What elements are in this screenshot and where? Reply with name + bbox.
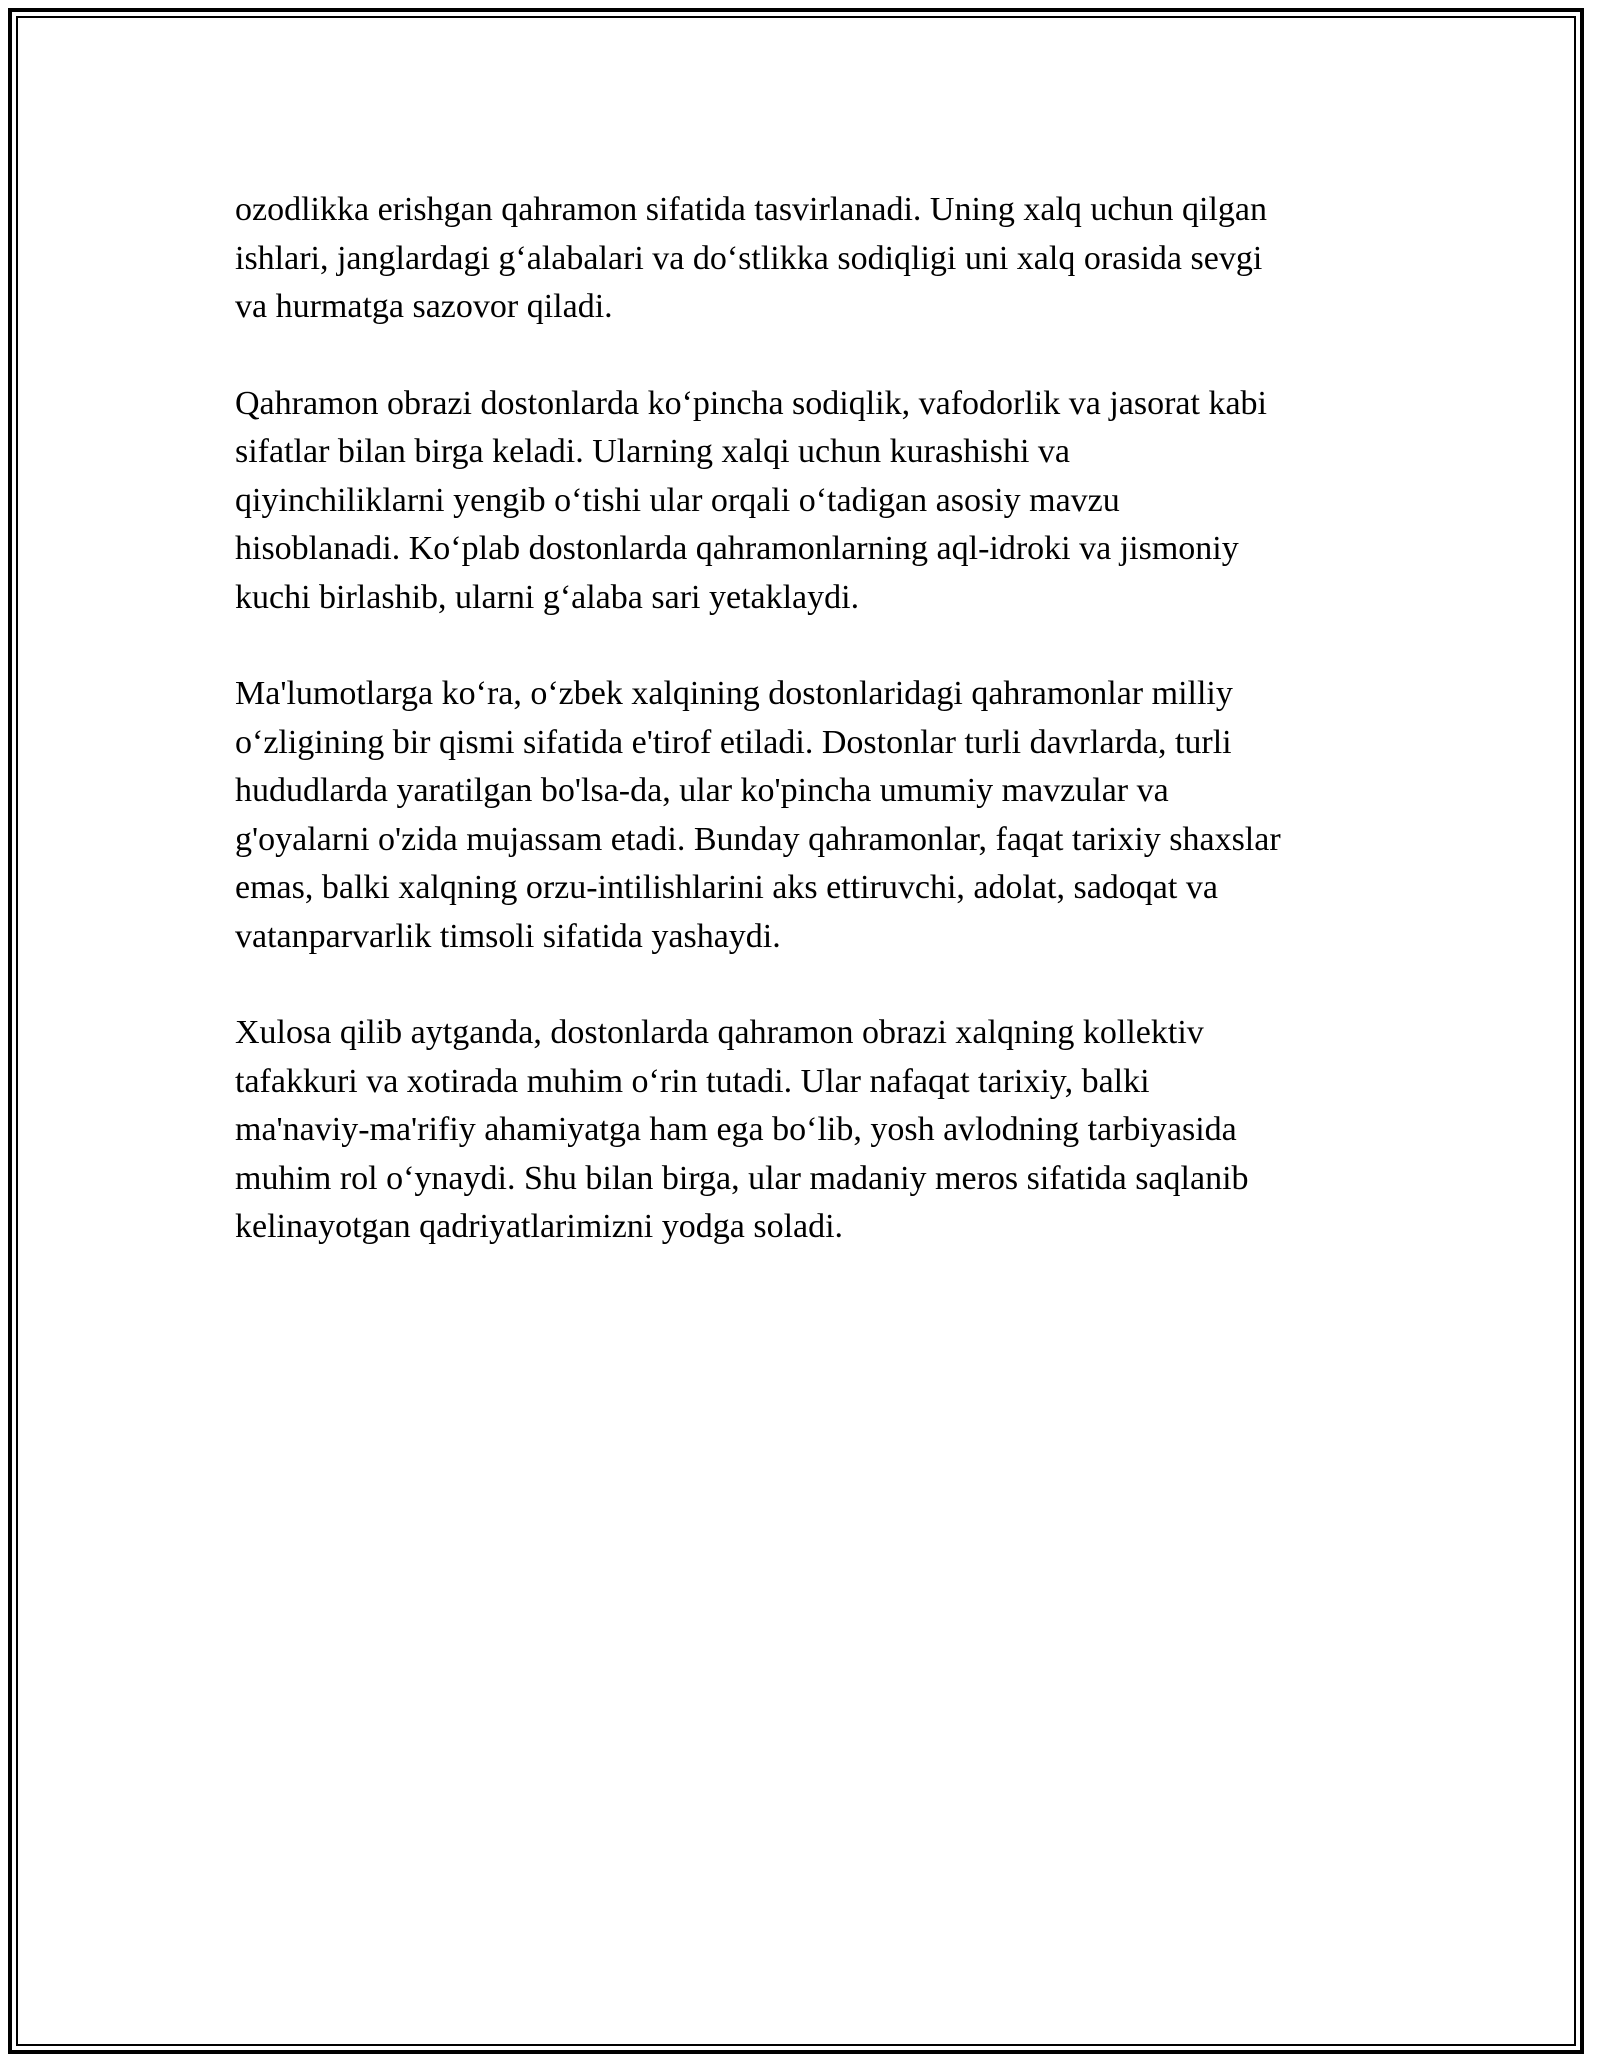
paragraph-2: Qahramon obrazi dostonlarda ko‘pincha sodiqlik, vafodorlik va jasorat kabi sifatlar bilan birga keladi. Ularning xalqi uchun kurashishi va qiyinchiliklarni yengib o‘tishi ular orqali o‘tadigan asosiy mavzu hisoblanadi. Ko‘plab dostonlarda qahramonlarning aql-idroki va jismoniy kuchi birlashib, ularni g‘alaba sari yetaklaydi.: [235, 384, 1267, 616]
paragraph-4: Xulosa qilib aytganda, dostonlarda qahramon obrazi xalqning kollektiv tafakkuri va xotirada muhim o‘rin tutadi. Ular nafaqat tarixiy, balki ma'naviy-ma'rifiy ahamiyatga ham ega bo‘lib, yosh avlodning tarbiyasida muhim rol o‘ynaydi. Shu bilan birga, ular madaniy meros sifatida saqlanib kelinayotgan qadriyatlarimizni yodga soladi.: [235, 1014, 1249, 1245]
document-body: [235, 186, 1385, 1300]
paragraph-1: ozodlikka erishgan qahramon sifatida tasvirlanadi. Uning xalq uchun qilgan ishlari, janglardagi g‘alabalari va do‘stlikka sodiqligi uni xalq orasida sevgi va hurmatga sazovor qiladi.: [235, 191, 1268, 325]
paragraph-3: Ma'lumotlarga ko‘ra, o‘zbek xalqining dostonlaridagi qahramonlar milliy o‘zligining bir qismi sifatida e'tirof etiladi. Dostonlar turli davrlarda, turli hududlarda yaratilgan bo'lsa-da, ular ko'pincha umumiy mavzular va g'oyalarni o'zida mujassam etadi. Bunday qahramonlar, faqat tarixiy shaxslar emas, balki xalqning orzu-intilishlarini aks ettiruvchi, adolat, sadoqat va vatanparvarlik timsoli sifatida yashaydi.: [235, 675, 1281, 955]
